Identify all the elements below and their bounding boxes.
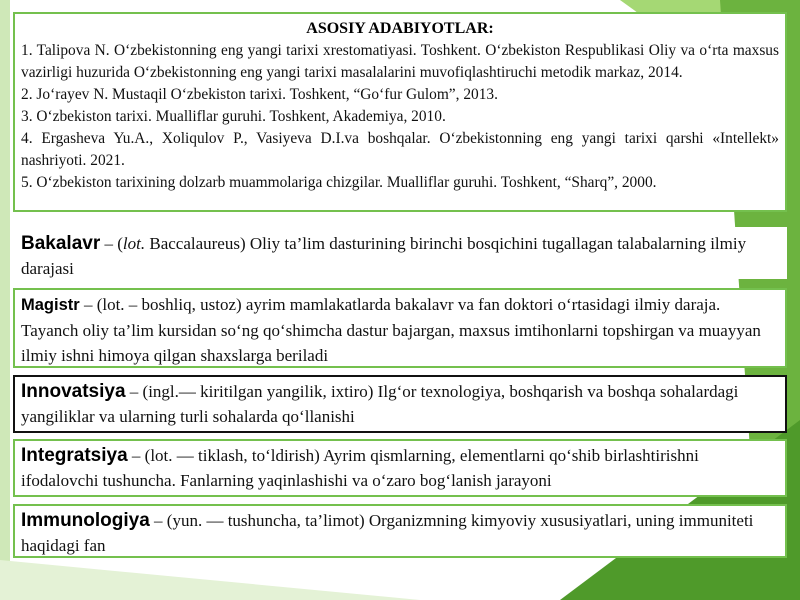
definition-text (21, 508, 779, 558)
definition-body: Baccalaureus) Oliy ta’lim dasturining birinchi bosqichini tugallagan talabalarning ilmiy darajasi (21, 234, 747, 278)
reference-item-5: 5. O‘zbekiston tarixining dolzarb muammolariga chizgilar. Mualliflar guruhi. Toshkent, “Sharq”, 2000. (21, 174, 657, 191)
definition-body: – (ingl.— kiritilgan yangilik, ixtiro) Ilg‘or texnologiya, boshqarish va boshqa sohalardagi yangiliklar va ularning turli sohalarda qo‘llanishi (21, 382, 739, 426)
definition-innovatsiya (13, 375, 787, 433)
definition-text (21, 292, 779, 368)
definition-term: Innovatsiya (21, 381, 126, 402)
reference-item-4: 4. Ergasheva Yu.A., Xoliqulov P., Vasiyeva D.I.va boshqalar. O‘zbekistonning eng yangi tarixi qarshi «Intellekt» nashriyoti. 2021. (21, 130, 779, 169)
definition-term: Bakalavr (21, 233, 101, 254)
definition-text (21, 443, 779, 493)
reference-item-2: 2. Jo‘rayev N. Mustaqil O‘zbekiston tarixi. Toshkent, “Go‘fur Gulom”, 2013. (21, 86, 498, 103)
definition-magistr (13, 288, 787, 368)
background-shape-bottom-left (0, 560, 420, 600)
references-panel (13, 12, 787, 212)
reference-item-1: 1. Talipova N. O‘zbekistonning eng yangi tarixi xrestomatiyasi. Toshkent. O‘zbekiston Respublikasi Oliy va o‘rta maxsus vazirligi huzurida O‘zbekistonning eng yangi tarixi masalalarini muvofiqlashtiruchi metodik markaz, 2014. (21, 42, 779, 81)
definition-term: Immunologiya (21, 510, 150, 531)
background-shape-left (0, 0, 10, 600)
reference-item-3: 3. O‘zbekiston tarixi. Mualliflar guruhi. Toshkent, Akademiya, 2010. (21, 108, 446, 125)
references-heading: ASOSIY ADABIYOTLAR: (306, 20, 494, 37)
definition-text (21, 231, 779, 281)
definition-origin: lot. (122, 234, 146, 253)
definition-term: Magistr (21, 296, 80, 314)
definition-dash: – ( (100, 234, 123, 253)
definition-body: – (lot. — tiklash, to‘ldirish) Ayrim qismlarning, elementlarni qo‘shib birlashtirishni ifodalovchi tushuncha. Fanlarning yaqinlashishi va o‘zaro bog‘lanish jarayoni (21, 446, 699, 490)
definition-bakalavr (13, 227, 787, 279)
definition-term: Integratsiya (21, 445, 128, 466)
definition-body: – (yun. — tushuncha, ta’limot) Organizmning kimyoviy xususiyatlari, uning immuniteti haqidagi fan (21, 511, 754, 555)
definition-text (21, 379, 779, 429)
definition-integratsiya (13, 439, 787, 497)
definition-body: – (lot. – boshliq, ustoz) ayrim mamlakatlarda bakalavr va fan doktori o‘rtasidagi ilmiy daraja. Tayanch oliy ta’lim kursidan so‘ng qo‘shimcha dastur bajargan, maxsus imtihonlarni topshirgan va muayyan ilmiy ishni himoya qilgan shaxslarga beriladi (21, 295, 761, 365)
definition-immunologiya (13, 504, 787, 558)
